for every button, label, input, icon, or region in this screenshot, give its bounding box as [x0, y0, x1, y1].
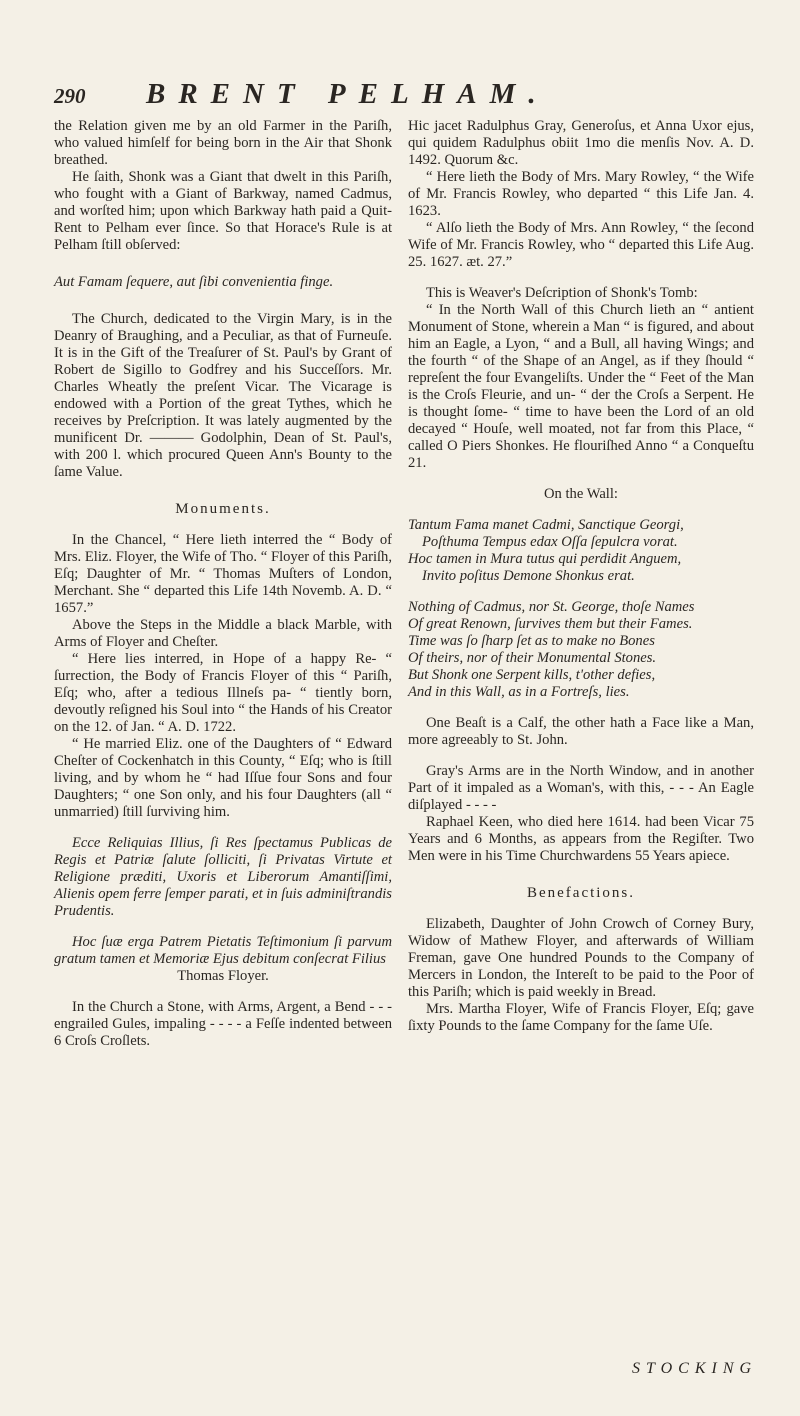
paragraph: “ In the North Wall of this Church lieth an “ antient Monument of Stone, wherein a Man “ is figured, and about him an Eagle, a Lyon, “ and a Bull, all having Wings; and the fourth “ of the Shape of an Angel, as if they ſhould “ repreſent the four Evangeliſts. Under the “ Feet of the Man is the Croſs Fleurie, and un- “ der the Croſs a Serpent. He is thought ſome- “ time to have been the Lord of an old decayed “ Houſe, well moated, not far from this Place, “ called O Piers Shonkes. He flouriſhed Anno “ a Conqueſtu 21. — [408, 302, 754, 471]
verse-line: Nothing of Cadmus, nor St. George, thoſe Names — [408, 599, 695, 615]
page-title: BRENT PELHAM. — [146, 78, 549, 110]
verse-line: Time was ſo ſharp ſet as to make no Bones — [408, 633, 655, 649]
paragraph: He ſaith, Shonk was a Giant that dwelt in this Pariſh, who fought with a Giant of Barkway, named Cadmus, and worſted him; upon which Barkway hath paid a Quit-Rent to Pelham ever ſince. So that Horace's Rule is at Pelham ſtill obſerved: — [54, 169, 392, 253]
right-column — [408, 118, 754, 1035]
verse-line: And in this Wall, as in a Fortreſs, lies. — [408, 684, 630, 700]
latin-quote: Aut Famam ſequere, aut ſibi convenientia finge. — [54, 274, 334, 290]
paragraph: Elizabeth, Daughter of John Crowch of Corney Bury, Widow of Mathew Floyer, and afterwards of William Freman, gave One hundred Pounds to the Company of Mercers in London, the Intereſt to be paid to the Poor of this Pariſh; which is paid weekly in Bread. — [408, 916, 754, 1000]
paragraph: Above the Steps in the Middle a black Marble, with Arms of Floyer and Cheſter. — [54, 617, 392, 650]
section-heading-benefactions: Benefactions. — [526, 885, 636, 901]
paragraph: “ Here lies interred, in Hope of a happy Re- “ ſurrection, the Body of Francis Floyer of this “ Pariſh, Eſq; who, after a tedious Illneſs pa- “ tiently born, devoutly reſigned his Soul into “ the Hands of his Creator on the 12. of Jan. “ A. D. 1722. — [54, 651, 392, 735]
verse-line: Tantum Fama manet Cadmi, Sanctique Georgi, — [408, 517, 684, 533]
paragraph: This is Weaver's Deſcription of Shonk's Tomb: — [426, 285, 698, 301]
running-header — [54, 78, 754, 112]
paragraph: Raphael Keen, who died here 1614. had been Vicar 75 Years and 6 Months, as appears from the Regiſter. Two Men were in his Time Churchwardens 55 Years apiece. — [408, 814, 754, 864]
verse-line: Of theirs, nor of their Monumental Stones. — [408, 650, 657, 666]
paragraph: In the Church a Stone, with Arms, Argent, a Bend - - - engrailed Gules, impaling - - - - a Feſſe indented between 6 Croſs Croſlets. — [54, 999, 392, 1049]
catchword: STOCKING — [632, 1360, 758, 1377]
paragraph: Gray's Arms are in the North Window, and in another Part of it impaled as a Woman's, with this, - - - An Eagle diſplayed - - - - — [408, 763, 754, 813]
paragraph: “ Here lieth the Body of Mrs. Mary Rowley, “ the Wife of Mr. Francis Rowley, who departed “ this Life Jan. 4. 1623. — [408, 169, 754, 219]
paragraph: the Relation given me by an old Farmer in the Pariſh, who valued himſelf for being born in the Air that Shonk breathed. — [54, 118, 392, 168]
paragraph: One Beaſt is a Calf, the other hath a Face like a Man, more agreeably to St. John. — [408, 715, 754, 748]
verse-line: Of great Renown, ſurvives them but their Fames. — [408, 616, 693, 632]
paragraph: In the Chancel, “ Here lieth interred the “ Body of Mrs. Eliz. Floyer, the Wife of Tho. “ Floyer of this Pariſh, Eſq; Daughter of Mr. “ Thomas Muſters of London, Merchant. She “ departed this Life 14th Novemb. A. D. “ 1657.” — [54, 532, 392, 616]
paragraph: The Church, dedicated to the Virgin Mary, is in the Deanry of Braughing, and a Peculiar, as that of Furneuſe. It is in the Gift of the Treaſurer of St. Paul's by Grant of Robert de Sigillo to Godfrey and his Succeſſors. Mr. Charles Wheatly the preſent Vicar. The Vicarage is endowed with a Portion of the great Tythes, which he receives by Preſcription. It was lately augmented by the munificent Dr. ——— Godolphin, Dean of St. Paul's, with 200 l. which procured Queen Ann's Bounty to the ſame Value. — [54, 311, 392, 480]
english-verse — [408, 599, 754, 701]
section-heading-monuments: Monuments. — [175, 501, 271, 517]
verse-line: But Shonk one Serpent kills, t'other defies, — [408, 667, 656, 683]
paragraph: “ Alſo lieth the Body of Mrs. Ann Rowley, “ the ſecond Wife of Mr. Francis Rowley, who “ departed this Life Aug. 25. 1627. æt. 27.” — [408, 220, 754, 270]
verse-line: Hoc tamen in Mura tutus qui perdidit Anguem, — [408, 551, 682, 567]
latin-epitaph: Hoc ſuæ erga Patrem Pietatis Teſtimonium ſi parvum gratum tamen et Memoriæ Ejus debitum conſecrat Filius — [54, 934, 392, 967]
latin-epitaph: Ecce Reliquias Illius, ſi Res ſpectamus Publicas de Regis et Patriæ ſalute ſolliciti, ſi Privatas Virtute et Religione præditi, Uxoris et Liberorum Amantiſſimi, Alienis opem ferre ſemper parati, et in ſuis adminiſtrandis Prudentis. — [54, 835, 392, 919]
signature: Thomas Floyer. — [177, 968, 269, 984]
page-number: 290 — [54, 84, 86, 108]
verse-line: Invito poſitus Demone Shonkus erat. — [422, 568, 635, 584]
left-column — [54, 118, 392, 1050]
verse-line: Poſthuma Tempus edax Oſſa ſepulcra vorat. — [422, 534, 678, 550]
latin-verse — [408, 517, 754, 585]
paragraph: “ He married Eliz. one of the Daughters of “ Edward Cheſter of Cockenhatch in this County, “ Eſq; who is ſtill living, and by whom he “ had Iſſue four Sons and four Daughters; “ one Son only, and his four Daughters (all “ unmarried) ſtill ſurviving him. — [54, 736, 392, 820]
latin-epitaph: Hic jacet Radulphus Gray, Generoſus, et Anna Uxor ejus, qui quidem Radulphus obiit 1mo die menſis Nov. A. D. 1492. Quorum &c. — [408, 118, 754, 168]
subheading-wall: On the Wall: — [544, 486, 618, 502]
paragraph: Mrs. Martha Floyer, Wife of Francis Floyer, Eſq; gave ſixty Pounds to the ſame Company for the ſame Uſe. — [408, 1001, 754, 1034]
